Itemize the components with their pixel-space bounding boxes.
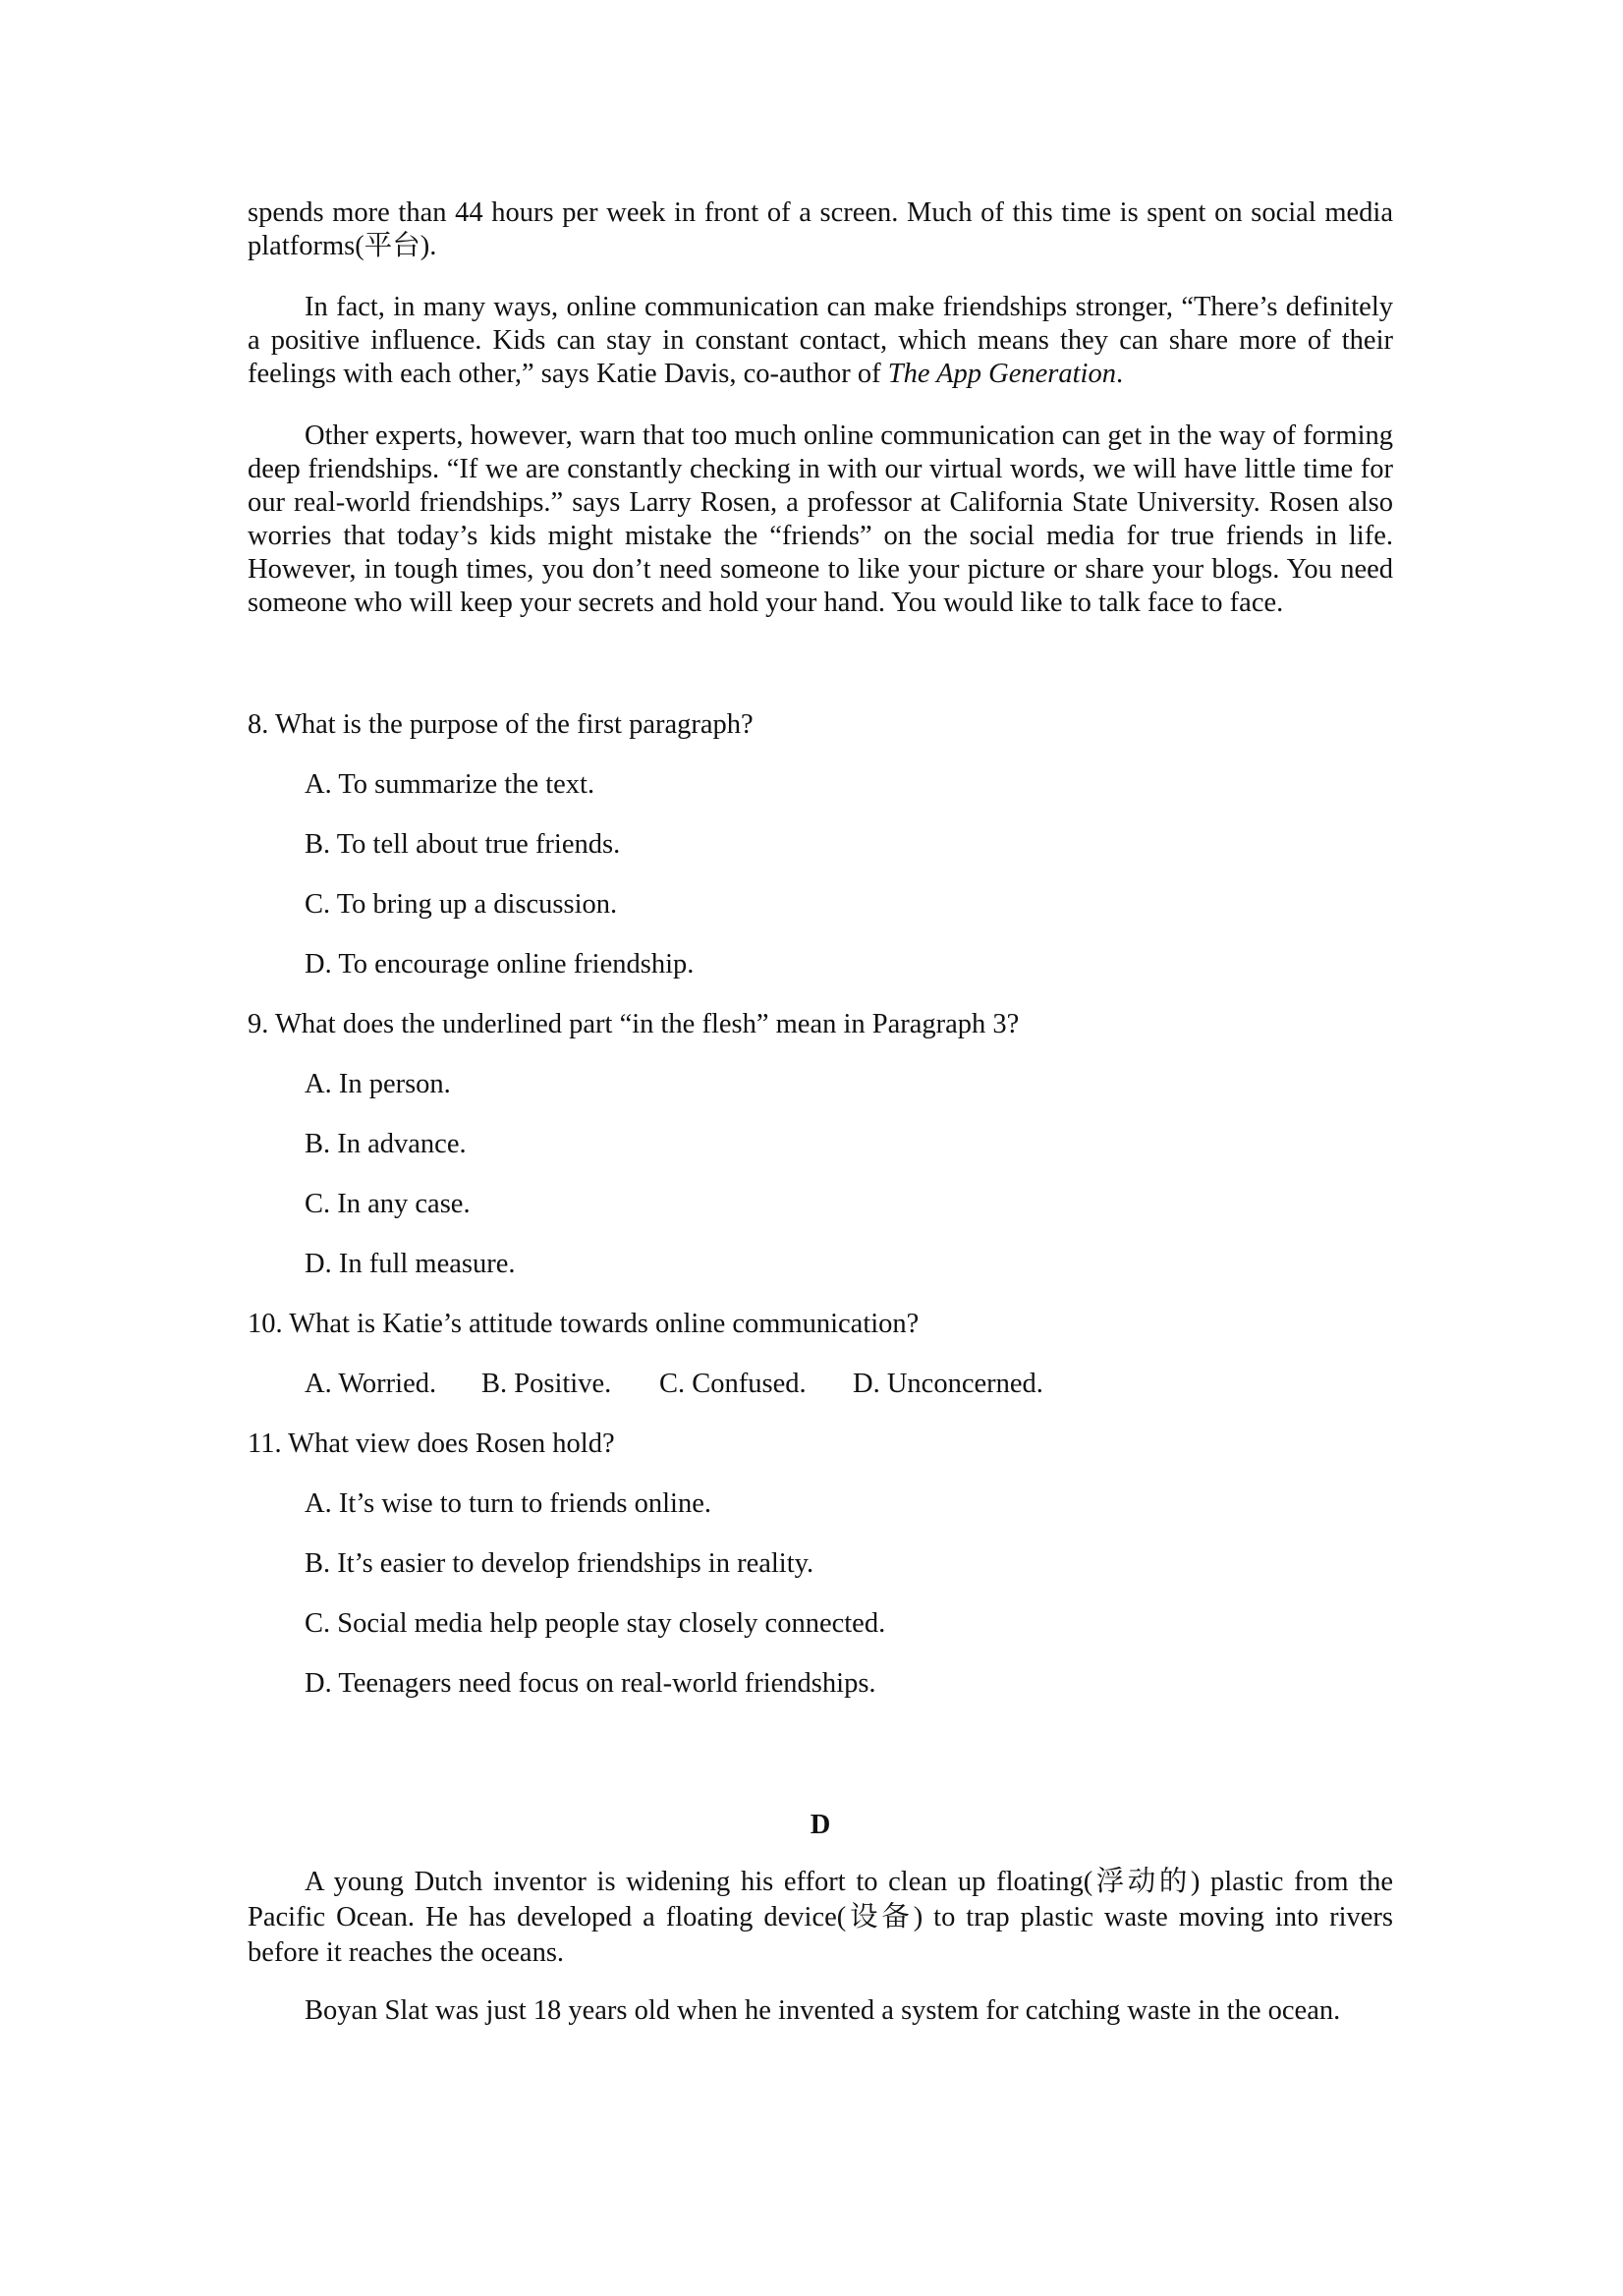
question-10 <box>248 1308 1393 1401</box>
section-heading: D <box>810 1810 831 1840</box>
option-c: C. In any case. <box>305 1189 471 1219</box>
option-d: D. To encourage online friendship. <box>305 949 695 980</box>
question-9 <box>248 1008 1393 1281</box>
question-8 <box>248 708 1393 981</box>
option-a: A. Worried. <box>305 1369 437 1399</box>
paragraph-2-end: . <box>1115 359 1124 389</box>
option-b: B. Positive. <box>481 1369 612 1399</box>
option-c: C. To bring up a discussion. <box>305 889 618 920</box>
document-page <box>248 196 1393 2028</box>
passage-c-paragraph-2 <box>248 291 1393 391</box>
question-stem: 8. What is the purpose of the first paragraph? <box>248 709 754 740</box>
option-d: D. Teenagers need focus on real-world friendships. <box>305 1668 876 1699</box>
option-b: B. To tell about true friends. <box>305 829 621 860</box>
option-b: B. In advance. <box>305 1129 467 1159</box>
option-d: D. In full measure. <box>305 1249 516 1279</box>
option-a: A. It’s wise to turn to friends online. <box>305 1488 711 1519</box>
paragraph-2-text: In fact, in many ways, online communication can make friendships stronger, “There’s definitely a positive influence. Kids can stay in constant contact, which means they can share more of their feelings with each other,” says Katie Davis, co-author of <box>248 292 1393 389</box>
book-title: The App Generation <box>887 359 1116 389</box>
option-a: A. In person. <box>305 1069 451 1099</box>
option-a: A. To summarize the text. <box>305 769 595 800</box>
passage-d-paragraph-1: A young Dutch inventor is widening his effort to clean up floating(浮动的) plastic from the Pacific Ocean. He has developed a floating device(设备) to trap plastic waste moving into rivers before it reaches the oceans. <box>248 1867 1393 1968</box>
question-stem: 10. What is Katie’s attitude towards online communication? <box>248 1309 920 1339</box>
passage-d-paragraph-2: Boyan Slat was just 18 years old when he invented a system for catching waste in the ocean. <box>305 1995 1341 2026</box>
question-stem: 11. What view does Rosen hold? <box>248 1428 615 1459</box>
spacer <box>248 1701 1393 1809</box>
option-c: C. Social media help people stay closely connected. <box>305 1608 886 1639</box>
passage-c-paragraph-1: spends more than 44 hours per week in front of a screen. Much of this time is spent on social media platforms(平台). <box>248 197 1393 261</box>
spacer <box>248 620 1393 708</box>
option-d: D. Unconcerned. <box>853 1369 1043 1399</box>
option-c: C. Confused. <box>659 1369 807 1399</box>
question-stem: 9. What does the underlined part “in the flesh” mean in Paragraph 3? <box>248 1009 1020 1039</box>
inline-options <box>305 1368 1393 1401</box>
option-b: B. It’s easier to develop friendships in reality. <box>305 1548 814 1579</box>
question-11 <box>248 1428 1393 1701</box>
passage-c-paragraph-3: Other experts, however, warn that too much online communication can get in the way of forming deep friendships. “If we are constantly checking in with our virtual words, we will have little time for our real-world friendships.” says Larry Rosen, a professor at California State University. Rosen also worries that today’s kids might mistake the “friends” on the social media for true friends in life. However, in tough times, you don’t need someone to like your picture or share your blogs. You need someone who will keep your secrets and hold your hand. You would like to talk face to face. <box>248 420 1393 618</box>
